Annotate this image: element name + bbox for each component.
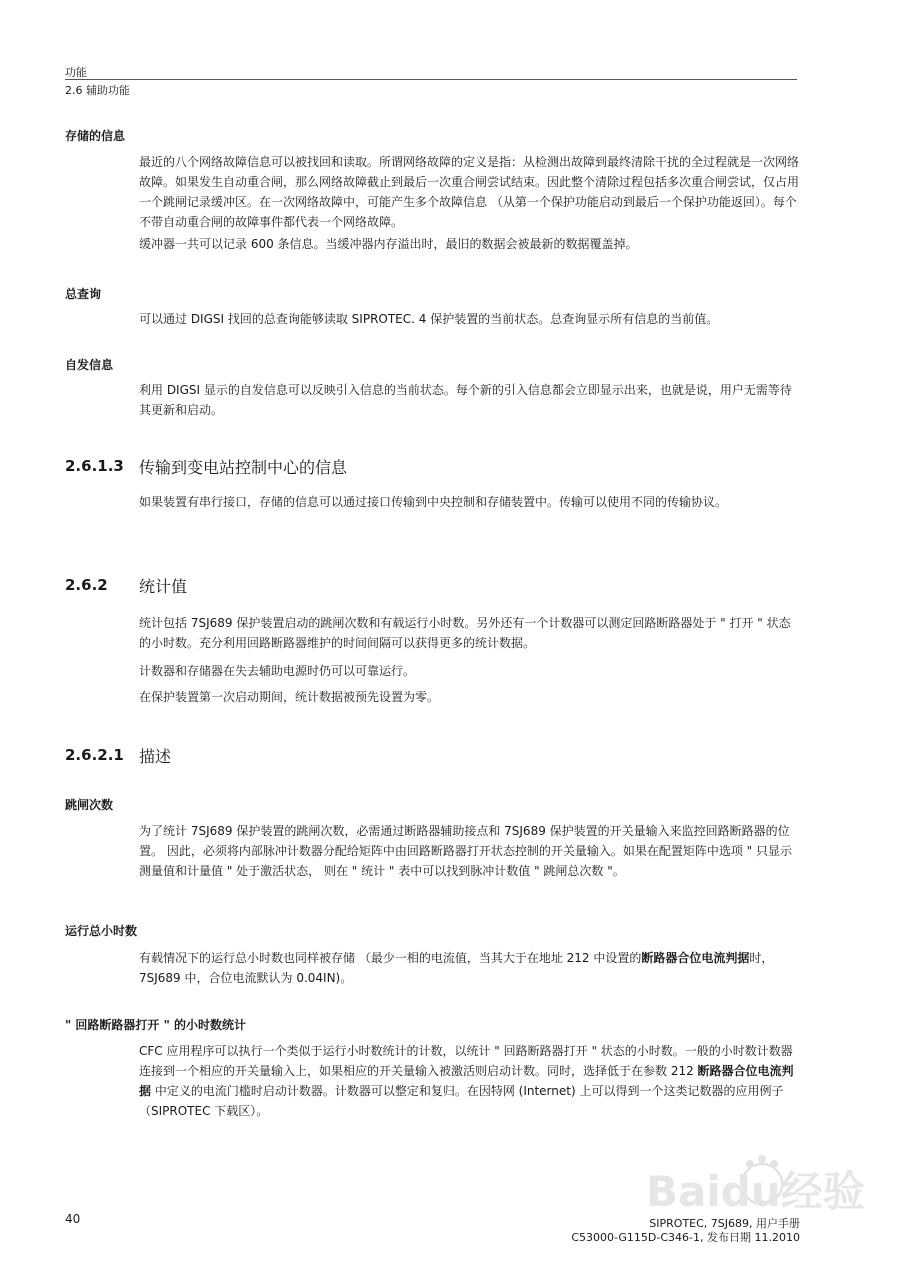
breaker-open-param-name: 断路器合位电流判据 xyxy=(139,1064,794,1098)
breaker-open-hours-paragraph xyxy=(139,1041,799,1121)
operating-hours-text-2: 时， 7SJ689 中，合位电流默认为 0.04IN)。 xyxy=(139,951,774,985)
spontaneous-info-title: 自发信息 xyxy=(65,358,114,372)
trip-count-title: 跳闸次数 xyxy=(65,798,114,812)
general-query-title: 总查询 xyxy=(65,287,102,301)
breaker-open-text-2: 中定义的电流门槛时启动计数器。计数器可以整定和复归。在因特网 (Internet) 上可以得到一个这类记数器的应用例子 （SIPROTEC 下载区）。 xyxy=(139,1084,784,1118)
section-2-6-1-3-number: 2.6.1.3 xyxy=(65,457,124,475)
operating-hours-text-1: 有载情况下的运行总小时数也同样被存储 （最少一相的电流值，当其大于在地址 212 中设置的 xyxy=(139,951,642,965)
section-2-6-2-title: 统计值 xyxy=(139,577,188,596)
header-chapter: 功能 xyxy=(65,66,87,79)
spontaneous-info-paragraph: 利用 DIGSI 显示的自发信息可以反映引入信息的当前状态。每个新的引入信息都会立即显示出来，也就是说，用户无需等待其更新和启动。 xyxy=(139,383,792,417)
trip-count-paragraph: 为了统计 7SJ689 保护装置的跳闸次数，必需通过断路器辅助接点和 7SJ689 保护装置的开关量输入来监控回路断路器的位置。 因此，必须将内部脉冲计数器分配给矩阵中由回路断路器打开状态控制的开关量输入。如果在配置矩阵中选项 " 只显示测量值和计量值 " 处于激活状态， 则在 " 统计 " 表中可以找到脉冲计数值 " 跳闸总次数 "。 xyxy=(139,824,792,878)
section-2-6-2-1-number: 2.6.2.1 xyxy=(65,746,124,764)
general-query-paragraph: 可以通过 DIGSI 找回的总查询能够读取 SIPROTEC. 4 保护装置的当前状态。总查询显示所有信息的当前值。 xyxy=(139,312,719,326)
watermark-text: Baidu经验 xyxy=(646,1167,865,1216)
breaker-open-hours-title: " 回路断路器打开 " 的小时数统计 xyxy=(65,1018,247,1032)
footer-doc-id: C53000-G115D-C346-1, 发布日期 11.2010 xyxy=(571,1231,800,1244)
stored-info-title: 存储的信息 xyxy=(65,129,126,143)
operating-hours-param-name: 断路器合位电流判据 xyxy=(641,951,750,965)
operating-hours-paragraph xyxy=(139,948,799,988)
section-2-6-2-1-title: 描述 xyxy=(139,747,172,766)
section-2-6-1-3-paragraph: 如果装置有串行接口，存储的信息可以通过接口传输到中央控制和存储装置中。传输可以使用不同的传输协议。 xyxy=(139,495,728,509)
statistics-paragraph-3: 在保护装置第一次启动期间，统计数据被预先设置为零。 xyxy=(139,690,440,704)
section-2-6-1-3-title: 传输到变电站控制中心的信息 xyxy=(139,458,348,477)
stored-info-paragraph-2: 缓冲器一共可以记录 600 条信息。当缓冲器内存溢出时，最旧的数据会被最新的数据覆盖掉。 xyxy=(139,237,638,251)
header-section: 2.6 辅助功能 xyxy=(65,84,130,97)
page-number: 40 xyxy=(65,1212,81,1226)
footer-product: SIPROTEC, 7SJ689, 用户手册 xyxy=(649,1217,800,1230)
header-rule xyxy=(65,79,797,80)
statistics-paragraph-2: 计数器和存储器在失去辅助电源时仍可以可靠运行。 xyxy=(139,664,416,678)
stored-info-paragraph-1: 最近的八个网络故障信息可以被找回和读取。所谓网络故障的定义是指：从检测出故障到最终清除干扰的全过程就是一次网络故障。如果发生自动重合闸，那么网络故障截止到最后一次重合闸尝试结束。因此整个清除过程包括多次重合闸尝试，仅占用一个跳闸记录缓冲区。在一次网络故障中，可能产生多个故障信息 （从第一个保护功能启动到最后一个保护功能返回）。每个不带自动重合闸的故障事件都代表一个网络故障。 xyxy=(139,155,800,229)
section-2-6-2-number: 2.6.2 xyxy=(65,576,108,594)
statistics-paragraph-1: 统计包括 7SJ689 保护装置启动的跳闸次数和有载运行小时数。另外还有一个计数器可以测定回路断路器处于 " 打开 " 状态的小时数。充分利用回路断路器维护的时间间隔可以获得更多的统计数据。 xyxy=(139,616,791,650)
operating-hours-title: 运行总小时数 xyxy=(65,924,138,938)
baidu-watermark xyxy=(640,1150,870,1220)
breaker-open-text-1: CFC 应用程序可以执行一个类似于运行小时数统计的计数，以统计 " 回路断路器打开 " 状态的小时数。一般的小时数计数器连接到一个相应的开关量输入上，如果相应的开关量输入被激活则启动计数。同时，选择低于在参数 212 xyxy=(139,1044,793,1078)
